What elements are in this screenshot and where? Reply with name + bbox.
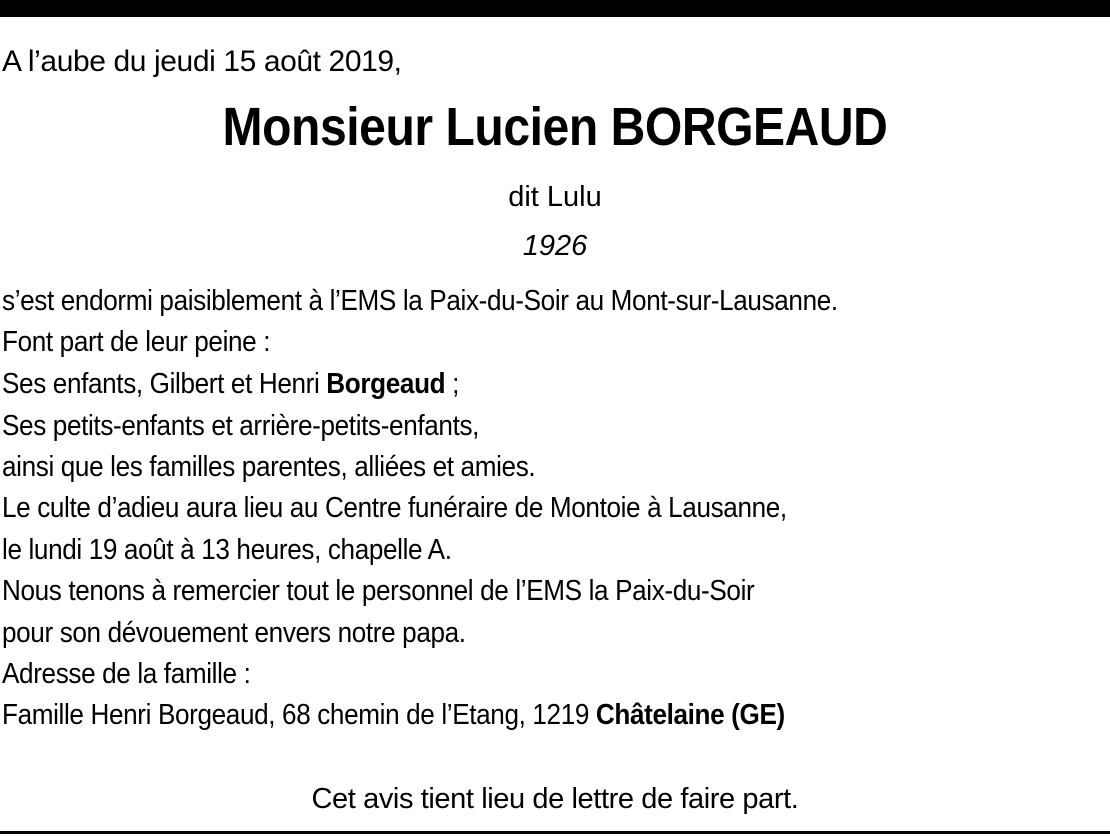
birth-year: 1926: [522, 230, 588, 262]
closing-line: Cet avis tient lieu de lettre de faire part.: [311, 783, 799, 815]
opening-line: A l’aube du jeudi 15 août 2019,: [2, 45, 402, 78]
body-line-5: ainsi que les familles parentes, alliées et amies.: [2, 451, 536, 483]
deceased-name: Monsieur Lucien BORGEAUD: [222, 97, 888, 157]
body-line-2: Font part de leur peine :: [2, 326, 271, 358]
family-address-line: [2, 695, 785, 735]
body-line-10: Adresse de la famille :: [2, 658, 251, 690]
address-locality: Châtelaine (GE): [595, 699, 785, 731]
children-text: Ses enfants, Gilbert et Henri: [2, 368, 327, 400]
top-border-rule: [0, 0, 1110, 17]
address-text: Famille Henri Borgeaud, 68 chemin de l’Etang, 1219: [2, 699, 596, 731]
body-line-1: s’est endormi paisiblement à l’EMS la Paix-du-Soir au Mont-sur-Lausanne.: [2, 285, 838, 317]
body-line-6: Le culte d’adieu aura lieu au Centre funéraire de Montoie à Lausanne,: [2, 492, 787, 524]
family-surname: Borgeaud: [326, 368, 446, 400]
body-line-9: pour son dévouement envers notre papa.: [2, 617, 466, 649]
nickname: dit Lulu: [508, 181, 602, 213]
body-line-7: le lundi 19 août à 13 heures, chapelle A.: [2, 534, 452, 566]
body-line-3: [2, 364, 459, 404]
body-line-4: Ses petits-enfants et arrière-petits-enfants,: [2, 410, 480, 442]
bottom-border-rule: [0, 831, 1110, 834]
body-line-8: Nous tenons à remercier tout le personnel de l’EMS la Paix-du-Soir: [2, 575, 755, 607]
children-suffix: ;: [445, 368, 460, 400]
